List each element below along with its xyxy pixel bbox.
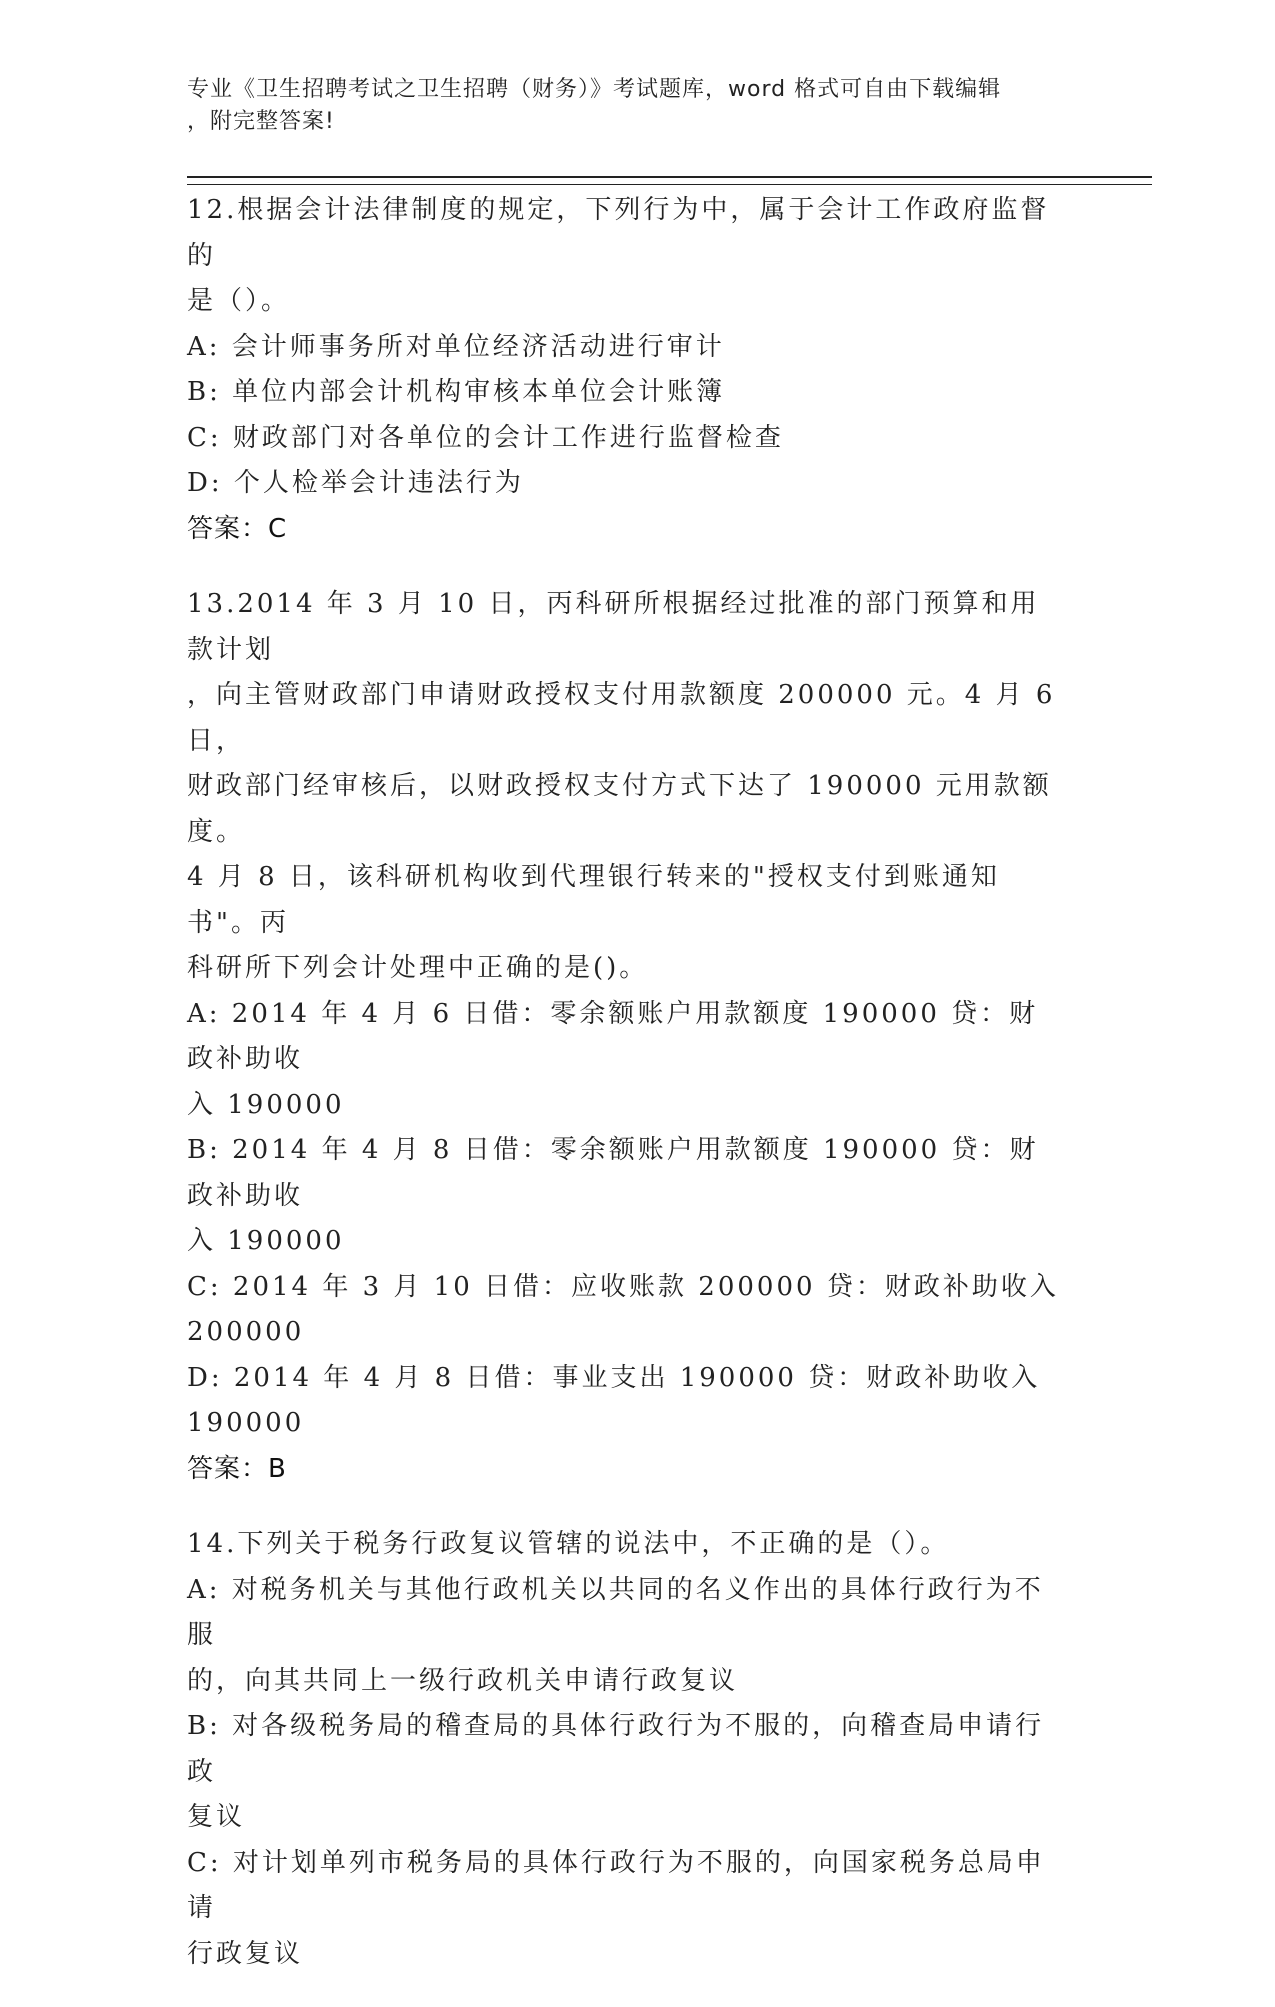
option-a: A: 会计师事务所对单位经济活动进行审计 [187,331,725,362]
option-a-line: A: 2014 年 4 月 6 日借：零余额账户用款额度 190000 贷：财政补助收 [187,998,1039,1074]
question-stem-line: 科研所下列会计处理中正确的是()。 [187,953,649,983]
option-a-line: 的，向其共同上一级行政机关申请行政复议 [187,1665,739,1696]
question-stem-line: 12.根据会计法律制度的规定，下列行为中，属于会计工作政府监督的 [187,195,1050,271]
question-stem-line: 13.2014 年 3 月 10 日，丙科研所根据经过批准的部门预算和用款计划 [187,589,1040,665]
option-c-line: 行政复议 [187,1938,304,1969]
header-line-1: 专业《卫生招聘考试之卫生招聘（财务）》考试题库，word 格式可自由下载编辑 [187,77,1002,102]
option-c [187,1841,1067,1978]
option-b [187,1128,1067,1265]
question-12 [187,188,1067,552]
question-stem-line: 4 月 8 日，该科研机构收到代理银行转来的"授权支付到账通知书"。丙 [187,862,1000,938]
question-list [187,188,1071,2007]
answer-label: 答案：B [187,1453,287,1484]
question-14 [187,1522,1067,1977]
option-d: D: 2014 年 4 月 8 日借：事业支出 190000 贷：财政补助收入 190000 [187,1362,1052,1438]
option-b [187,1704,1067,1841]
option-c: C: 2014 年 3 月 10 日借：应收账款 200000 贷：财政补助收入 200000 [187,1271,1071,1347]
document-header [187,74,1067,138]
option-b-line: B: 2014 年 4 月 8 日借：零余额账户用款额度 190000 贷：财政补助收 [187,1135,1039,1211]
question-stem-line: 14.下列关于税务行政复议管辖的说法中，不正确的是（）。 [187,1529,950,1559]
option-b-line: 复议 [187,1802,246,1832]
option-c-line: C: 对计划单列市税务局的具体行政行为不服的，向国家税务总局申请 [187,1847,1045,1923]
option-a-line: A: 对税务机关与其他行政机关以共同的名义作出的具体行政行为不服 [187,1574,1044,1650]
option-a-line: 入 190000 [187,1089,345,1120]
question-stem-line: ，向主管财政部门申请财政授权支付用款额度 200000 元。4 月 6 日， [187,680,1067,756]
question-stem-line: 财政部门经审核后，以财政授权支付方式下达了 190000 元用款额度。 [187,771,1052,847]
option-c: C: 财政部门对各单位的会计工作进行监督检查 [187,422,784,453]
option-b: B: 单位内部会计机构审核本单位会计账簿 [187,377,726,407]
answer-label: 答案：C [187,513,288,544]
header-line-2: ，附完整答案! [187,109,335,134]
question-13 [187,582,1071,1492]
option-b-line: B: 对各级税务局的稽查局的具体行政行为不服的，向稽查局申请行政 [187,1711,1045,1787]
option-b-line: 入 190000 [187,1226,345,1256]
header-divider [187,176,1152,185]
option-a [187,992,1067,1129]
question-stem-line: 是（）。 [187,286,291,316]
option-d: D: 个人检举会计违法行为 [187,468,524,498]
option-a [187,1568,1067,1705]
